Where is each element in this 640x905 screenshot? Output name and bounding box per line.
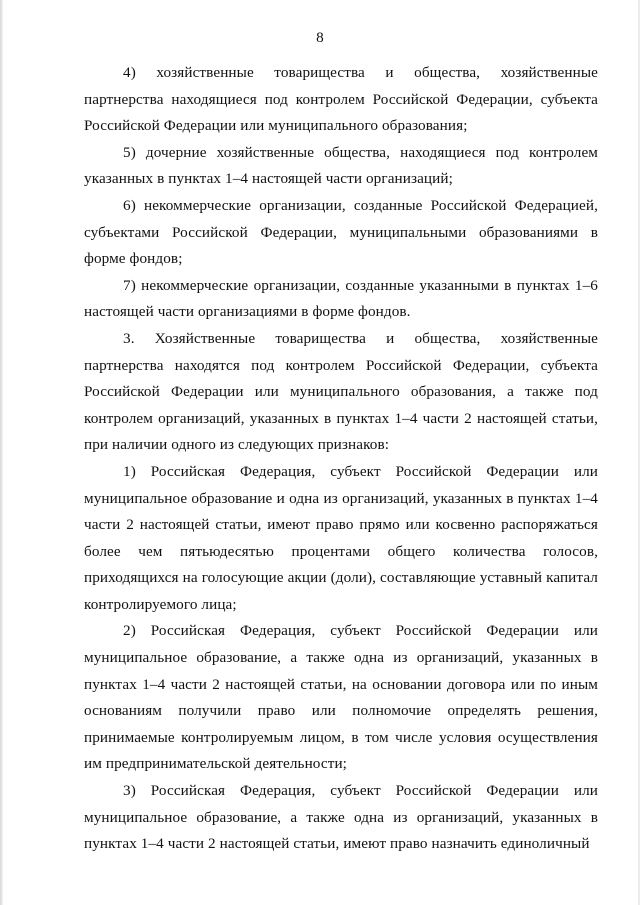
paragraph-item-6: 6) некоммерческие организации, созданные Российской Федерацией, субъектами Российской Федерации, муниципальными образованиями в форме фондов;	[84, 196, 598, 268]
paragraph-subitem-1: 1) Российская Федерация, субъект Российской Федерации или муниципальное образование и одна из организаций, указанных в пунктах 1–4 части 2 настоящей статьи, имеют право прямо или косвенно распоряжаться более чем пятьюдесятью процентами общего количества голосов, приходящихся на голосующие акции (доли), составляющие уставный капитал контролируемого лица;	[84, 462, 598, 613]
paragraph-item-4: 4) хозяйственные товарищества и общества, хозяйственные партнерства находящиеся под контролем Российской Федерации, субъекта Российской Федерации или муниципального образования;	[84, 64, 598, 135]
document-body	[84, 60, 598, 858]
page-number: 8	[316, 29, 324, 46]
scan-left-edge	[0, 0, 3, 905]
paragraph-item-7: 7) некоммерческие организации, созданные указанными в пунктах 1–6 настоящей части организациями в форме фондов.	[84, 276, 598, 321]
paragraph-subitem-2: 2) Российская Федерация, субъект Российской Федерации или муниципальное образование, а также одна из организаций, указанных в пунктах 1–4 части 2 настоящей статьи, на основании договора или по иным основаниям получили право или полномочие определять решения, принимаемые контролируемым лицом, в том числе условия осуществления им предпринимательской деятельности;	[84, 622, 598, 773]
paragraph-section-3: 3. Хозяйственные товарищества и общества, хозяйственные партнерства находятся под контролем Российской Федерации, субъекта Российской Федерации или муниципального образования, а также под контролем организаций, указанных в пунктах 1–4 части 2 настоящей статьи, при наличии одного из следующих признаков:	[84, 329, 598, 454]
paragraph-subitem-3: 3) Российская Федерация, субъект Российской Федерации или муниципальное образование, а также одна из организаций, указанных в пунктах 1–4 части 2 настоящей статьи, имеют право назначить единоличный	[84, 782, 598, 853]
paragraph-item-5: 5) дочерние хозяйственные общества, находящиеся под контролем указанных в пунктах 1–4 настоящей части организаций;	[84, 143, 598, 188]
